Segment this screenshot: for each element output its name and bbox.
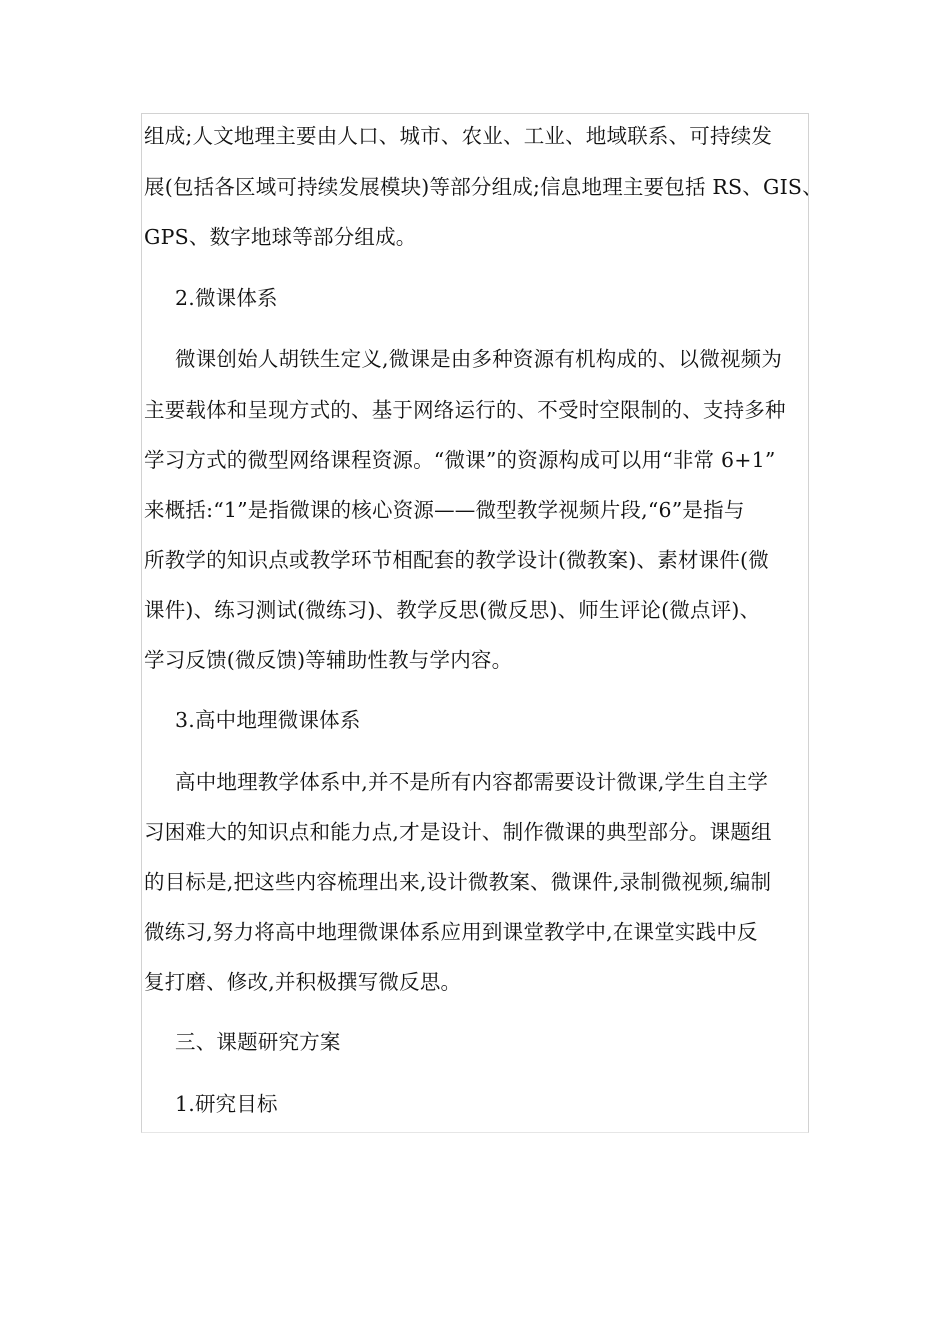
paragraph-line: 的目标是,把这些内容梳理出来,设计微教案、微课件,录制微视频,编制 [144,870,772,894]
section-heading: 2.微课体系 [175,286,278,310]
paragraph-line: 展(包括各区域可持续发展模块)等部分组成;信息地理主要包括 RS、GIS、 [144,175,823,199]
paragraph-line: GPS、数字地球等部分组成。 [144,225,417,249]
paragraph-line: 组成;人文地理主要由人口、城市、农业、工业、地域联系、可持续发 [144,124,773,148]
paragraph-line: 微课创始人胡铁生定义,微课是由多种资源有机构成的、以微视频为 [175,347,783,371]
section-heading: 3.高中地理微课体系 [175,708,361,732]
paragraph-line: 复打磨、修改,并积极撰写微反思。 [144,970,462,994]
paragraph-line: 高中地理教学体系中,并不是所有内容都需要设计微课,学生自主学 [175,770,769,794]
paragraph-line: 所教学的知识点或教学环节相配套的教学设计(微教案)、素材课件(微 [144,548,769,572]
paragraph-line: 学习反馈(微反馈)等辅助性教与学内容。 [144,648,513,672]
paragraph-line: 学习方式的微型网络课程资源。“微课”的资源构成可以用“非常 6+1” [144,448,776,472]
paragraph-line: 习困难大的知识点和能力点,才是设计、制作微课的典型部分。课题组 [144,820,772,844]
paragraph-line: 课件)、练习测试(微练习)、教学反思(微反思)、师生评论(微点评)、 [144,598,761,622]
paragraph-line: 主要载体和呈现方式的、基于网络运行的、不受时空限制的、支持多种 [144,398,786,422]
paragraph-line: 微练习,努力将高中地理微课体系应用到课堂教学中,在课堂实践中反 [144,920,758,944]
paragraph-line: 来概括:“1”是指微课的核心资源——微型教学视频片段,“6”是指与 [144,498,745,522]
section-heading: 1.研究目标 [175,1092,278,1116]
section-heading: 三、课题研究方案 [175,1030,341,1054]
